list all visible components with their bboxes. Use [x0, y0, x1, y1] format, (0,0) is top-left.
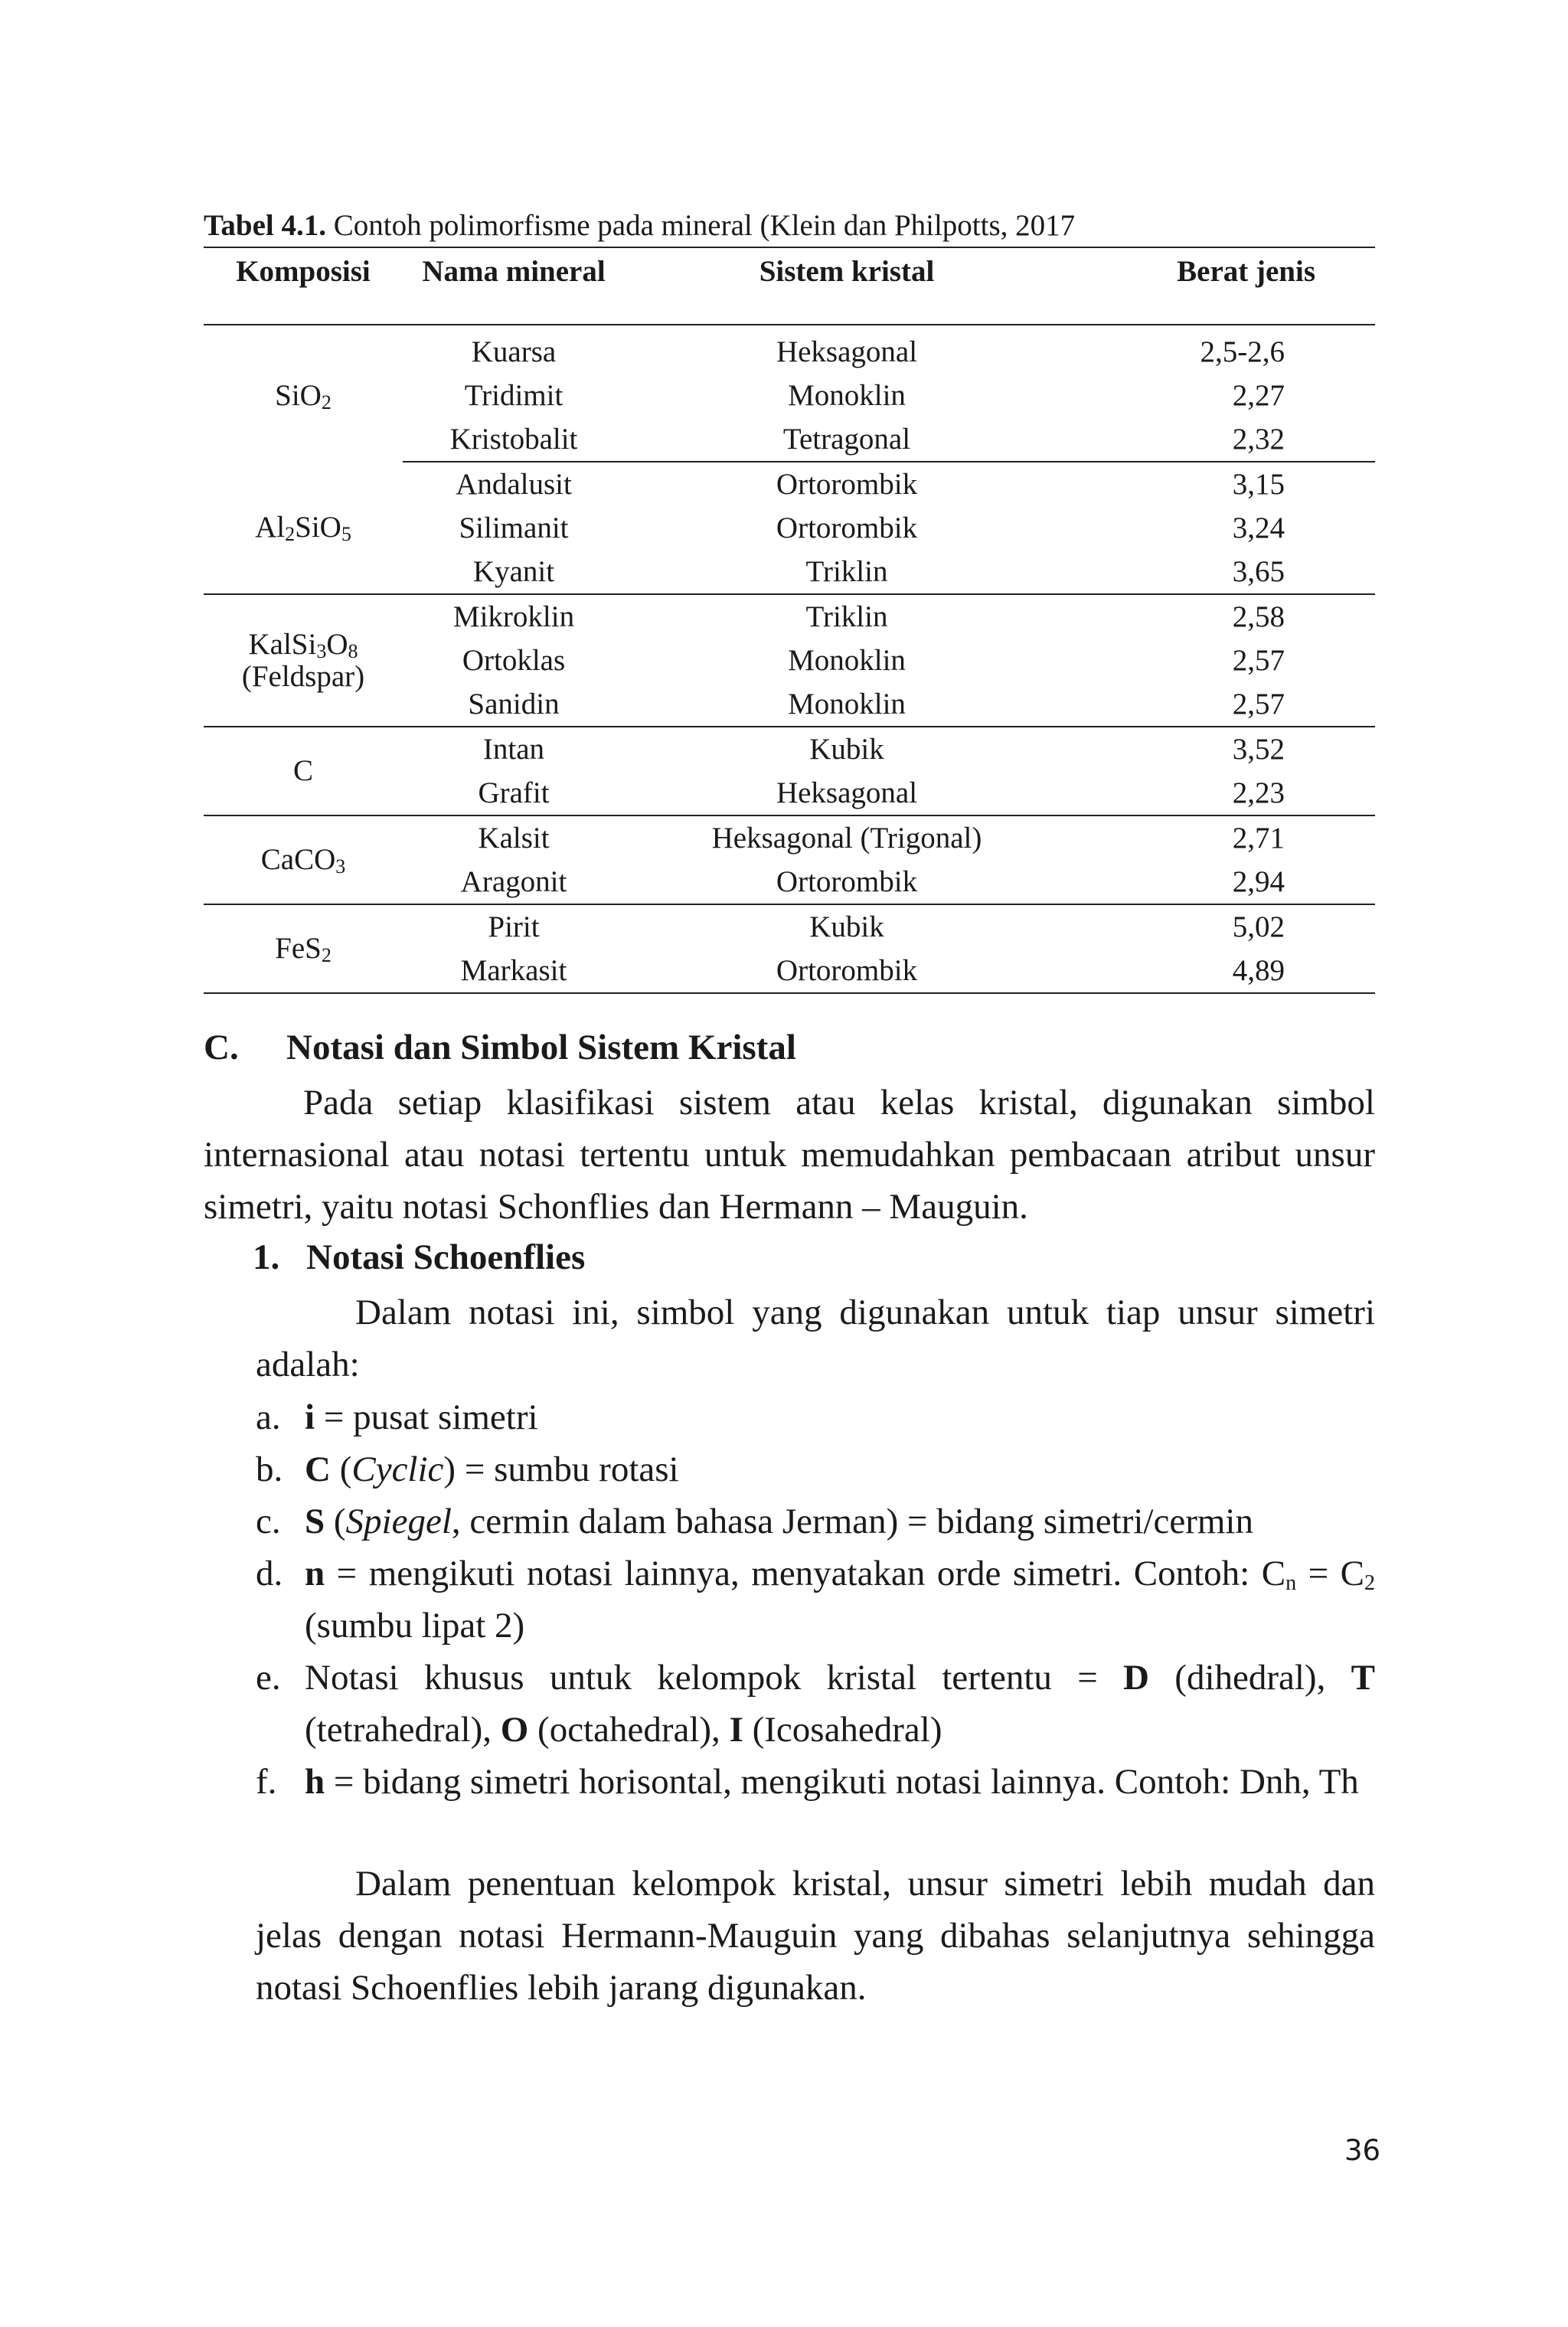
crystal-system: Ortorombik	[776, 467, 918, 501]
crystal-system: Monoklin	[788, 378, 906, 412]
table-row	[204, 815, 1375, 860]
list-item: b. C (Cyclic) = sumbu rotasi	[256, 1449, 679, 1489]
section-letter: C.	[204, 1028, 239, 1067]
crystal-system: Heksagonal (Trigonal)	[711, 821, 982, 855]
table-row	[204, 904, 1375, 949]
specific-gravity: 2,5-2,6	[1200, 335, 1285, 368]
crystal-system: Ortorombik	[776, 511, 918, 544]
composition-cell: $KalSi_3O_8$ (Feldspar)	[204, 594, 403, 727]
crystal-system: Ortorombik	[625, 949, 1069, 993]
specific-gravity: 2,94	[1069, 860, 1375, 904]
crystal-system: Monoklin	[625, 682, 1069, 727]
table-row	[204, 594, 1375, 639]
composition-cell: FeS$_2$	[204, 904, 403, 993]
list-item: c. S (Spiegel, cermin dalam bahasa Jerman) = bidang simetri/cermin	[256, 1502, 1253, 1541]
specific-gravity: 2,71	[1232, 821, 1285, 855]
crystal-system: Ortorombik	[625, 860, 1069, 904]
polymorphism-table	[204, 247, 1375, 994]
composition-cell: CaCO$_3$	[204, 815, 403, 904]
crystal-system: Heksagonal	[776, 335, 918, 368]
crystal-system: Triklin	[625, 550, 1069, 594]
table-header-row	[204, 247, 1375, 325]
specific-gravity: 2,23	[1069, 771, 1375, 815]
subsection-heading	[253, 1234, 585, 1280]
mineral-name: Kyanit	[403, 550, 625, 594]
list-item: e. Notasi khusus untuk kelompok kristal tertentu = D (dihedral), T (tetrahedral), O (octahedral), I (Icosahedral)	[256, 1658, 1376, 1750]
mineral-name: Ortoklas	[462, 643, 566, 677]
mineral-name: Andalusit	[456, 467, 572, 501]
header-sistem-kristal: Sistem kristal	[625, 247, 1069, 325]
composition-cell: C	[204, 727, 403, 815]
mineral-name: Tridimit	[464, 378, 564, 412]
subsection-title: Notasi Schoenflies	[306, 1237, 586, 1277]
mineral-name: Kalsit	[478, 821, 550, 855]
subsection-number: 1.	[253, 1237, 280, 1277]
crystal-system: Tetragonal	[625, 417, 1069, 462]
crystal-system: Kubik	[809, 732, 884, 766]
section-title: Notasi dan Simbol Sistem Kristal	[286, 1028, 796, 1067]
mineral-name: Kuarsa	[471, 335, 557, 368]
composition-note: (Feldspar)	[241, 659, 365, 693]
composition-cell: $Al_2SiO_5$	[204, 462, 403, 594]
specific-gravity: 2,57	[1232, 643, 1285, 677]
header-komposisi: Komposisi	[204, 247, 403, 325]
table-caption	[204, 207, 1375, 245]
table-caption-text: Contoh polimorfisme pada mineral (Klein dan Philpotts, 2017	[333, 209, 1076, 242]
mineral-name: Grafit	[403, 771, 625, 815]
table-caption-label: Tabel 4.1.	[204, 209, 327, 242]
mineral-name: Intan	[482, 732, 545, 766]
specific-gravity: 4,89	[1069, 949, 1375, 993]
specific-gravity: 3,15	[1232, 467, 1285, 501]
closing-paragraph: Dalam penentuan kelompok kristal, unsur simetri lebih mudah dan jelas dengan notasi Hermann-Mauguin yang dibahas selanjutnya sehingga notasi Schoenflies lebih jarang digunakan.	[256, 1864, 1375, 2008]
mineral-name: Sanidin	[403, 682, 625, 727]
specific-gravity: 2,27	[1232, 378, 1285, 412]
list-item: a. i = pusat simetri	[256, 1397, 538, 1437]
table-row	[204, 727, 1375, 771]
list-item: f. h = bidang simetri horisontal, mengikuti notasi lainnya. Contoh: Dnh, Th	[256, 1762, 1359, 1802]
composition-cell: SiO$_2$	[275, 379, 332, 413]
crystal-system: Heksagonal	[625, 771, 1069, 815]
list-item: d. n = mengikuti notasi lainnya, menyatakan orde simetri. Contoh: $C_n = C_2$ (sumbu lipat 2)	[256, 1554, 1375, 1646]
specific-gravity: 3,52	[1232, 732, 1285, 766]
mineral-name: Silimanit	[459, 511, 569, 544]
header-berat-jenis: Berat jenis	[1069, 247, 1375, 325]
page-number: 36	[1344, 2134, 1381, 2167]
specific-gravity: 2,32	[1069, 417, 1375, 462]
specific-gravity: 2,57	[1069, 682, 1375, 727]
crystal-system: Kubik	[809, 910, 884, 943]
specific-gravity: 2,58	[1232, 600, 1285, 633]
specific-gravity: 3,65	[1069, 550, 1375, 594]
header-nama-mineral: Nama mineral	[403, 247, 625, 325]
mineral-name: Kristobalit	[403, 417, 625, 462]
crystal-system: Triklin	[805, 600, 888, 633]
mineral-name: Mikroklin	[452, 600, 575, 633]
specific-gravity: 3,24	[1232, 511, 1285, 544]
symbol-list	[256, 1391, 1375, 1808]
crystal-system: Monoklin	[788, 643, 906, 677]
table-row	[204, 462, 1375, 506]
section-heading	[204, 1025, 796, 1070]
specific-gravity: 5,02	[1232, 910, 1285, 943]
mineral-name: Markasit	[403, 949, 625, 993]
mineral-name: Pirit	[488, 910, 540, 943]
mineral-name: Aragonit	[403, 860, 625, 904]
subsection-intro-paragraph: Dalam notasi ini, simbol yang digunakan untuk tiap unsur simetri adalah:	[256, 1293, 1375, 1384]
table-row	[204, 325, 1375, 374]
section-intro-paragraph: Pada setiap klasifikasi sistem atau kelas kristal, digunakan simbol internasional atau notasi tertentu untuk memudahkan pembacaan atribut unsur simetri, yaitu notasi Schonflies dan Hermann – Mauguin.	[204, 1083, 1375, 1227]
